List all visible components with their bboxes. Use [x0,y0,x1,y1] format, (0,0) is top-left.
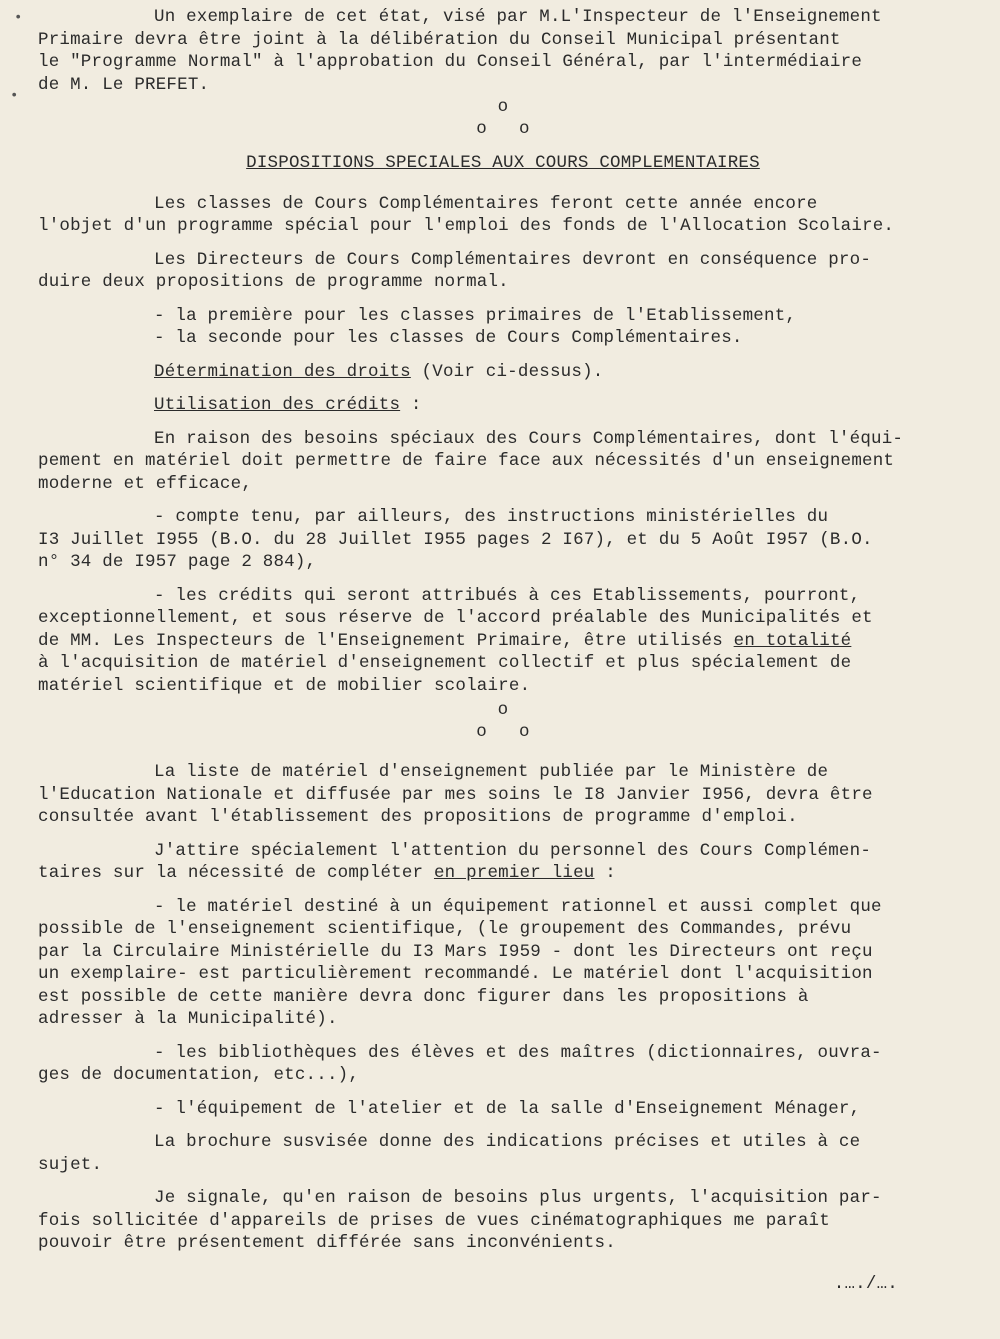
paragraph-5-after: à l'acquisition de matériel d'enseignement collectif et plus spécialement de matériel scientifique et de mobilier scolaire. [38,653,852,696]
list-item: - la première pour les classes primaires de l'Etablissement, [154,305,797,326]
paragraph-3: En raison des besoins spéciaux des Cours Complémentaires, dont l'équi- pement en matériel doit permettre de faire face aux nécessités d'un enseignement moderne et efficace, [38,428,904,494]
determination-rest: (Voir ci-dessus). [410,361,604,382]
paragraph-7-after: : [594,863,616,883]
paragraph-5-before: - les crédits qui seront attribués à ces Etablissements, pourront, exceptionnellement, et sous réserve de l'accord préalable des Municipalités et de MM. Les Inspecteurs de l'Enseignement Primaire, être utilisés [38,585,873,651]
paragraph-12: Je signale, qu'en raison de besoins plus urgents, l'acquisition par- fois sollicitée d'appareils de prises de vues cinématographiques me paraît pouvoir être présentement différée sans inconvénients. [38,1188,882,1253]
utilisation-rest: : [400,395,422,415]
paragraph-1: Les classes de Cours Complémentaires feront cette année encore l'objet d'un programme spécial pour l'emploi des fonds de l'Allocation Scolaire. [38,193,895,236]
separator-top: o [497,97,509,117]
paragraph-2: Les Directeurs de Cours Complémentaires devront en conséquence pro- duire deux propositions de programme normal. [38,249,872,292]
paragraph-7-before: J'attire spécialement l'attention du personnel des Cours Complémen- taires sur la nécessité de compléter [38,840,872,883]
list-item: - la seconde pour les classes de Cours Complémentaires. [154,328,743,348]
separator-top: o [497,700,509,720]
list-classes [38,305,968,350]
paragraph-5-underlined: en totalité [733,630,852,651]
paragraph-10: - l'équipement de l'atelier et de la salle d'Enseignement Ménager, [154,1098,861,1119]
margin-mark: • [14,10,23,26]
utilisation-label: Utilisation des crédits [154,395,401,415]
determination-label: Détermination des droits [154,361,411,382]
intro-first-line: Un exemplaire de cet état, visé par M.L'Inspecteur de l'Enseignement [154,7,882,27]
margin-mark: • [10,88,19,104]
section-title: DISPOSITIONS SPECIALES AUX COURS COMPLEMENTAIRES [246,153,760,173]
separator [38,96,968,140]
paragraph-7 [38,840,968,885]
separator-bottom: o o [476,119,530,139]
intro-paragraph: Primaire devra être joint à la délibération du Conseil Municipal présentant le "Programme Normal" à l'approbation du Conseil Général, par l'intermédiaire de M. Le PREFET. [38,29,863,95]
separator-bottom: o o [476,722,530,742]
paragraph-11: La brochure susvisée donne des indications précises et utiles à ce sujet. [38,1132,861,1175]
paragraph-6: La liste de matériel d'enseignement publiée par le Ministère de l'Education Nationale et diffusée par mes soins le I8 Janvier I956, devra être consultée avant l'établissement des propositions de programme d'emploi. [38,762,873,827]
document-page [38,6,968,1295]
paragraph-9: - les bibliothèques des élèves et des maîtres (dictionnaires, ouvra- ges de documentation, etc...), [38,1042,882,1085]
paragraph-5 [38,585,968,698]
determination-line [38,361,968,384]
paragraph-8: - le matériel destiné à un équipement rationnel et aussi complet que possible de l'enseignement scientifique, (le groupement des Commandes, prévu par la Circulaire Ministérielle du I3 Mars I959 - dont les Directeurs ont reçu un exemplaire- est particulièrement recommandé. Le matériel dont l'acquisition est possible de cette manière devra donc figurer dans les propositions à adresser à la Municipalité). [38,896,882,1029]
utilisation-line [38,394,968,417]
separator [38,699,968,743]
paragraph-4: - compte tenu, par ailleurs, des instructions ministérielles du I3 Juillet I955 (B.O. du 28 Juillet I955 pages 2 I67), et du 5 Août I957 (B.O. n° 34 de I957 page 2 884), [38,507,873,572]
continuation-mark: .…./…. [833,1273,898,1294]
paragraph-7-underlined: en premier lieu [433,863,595,883]
